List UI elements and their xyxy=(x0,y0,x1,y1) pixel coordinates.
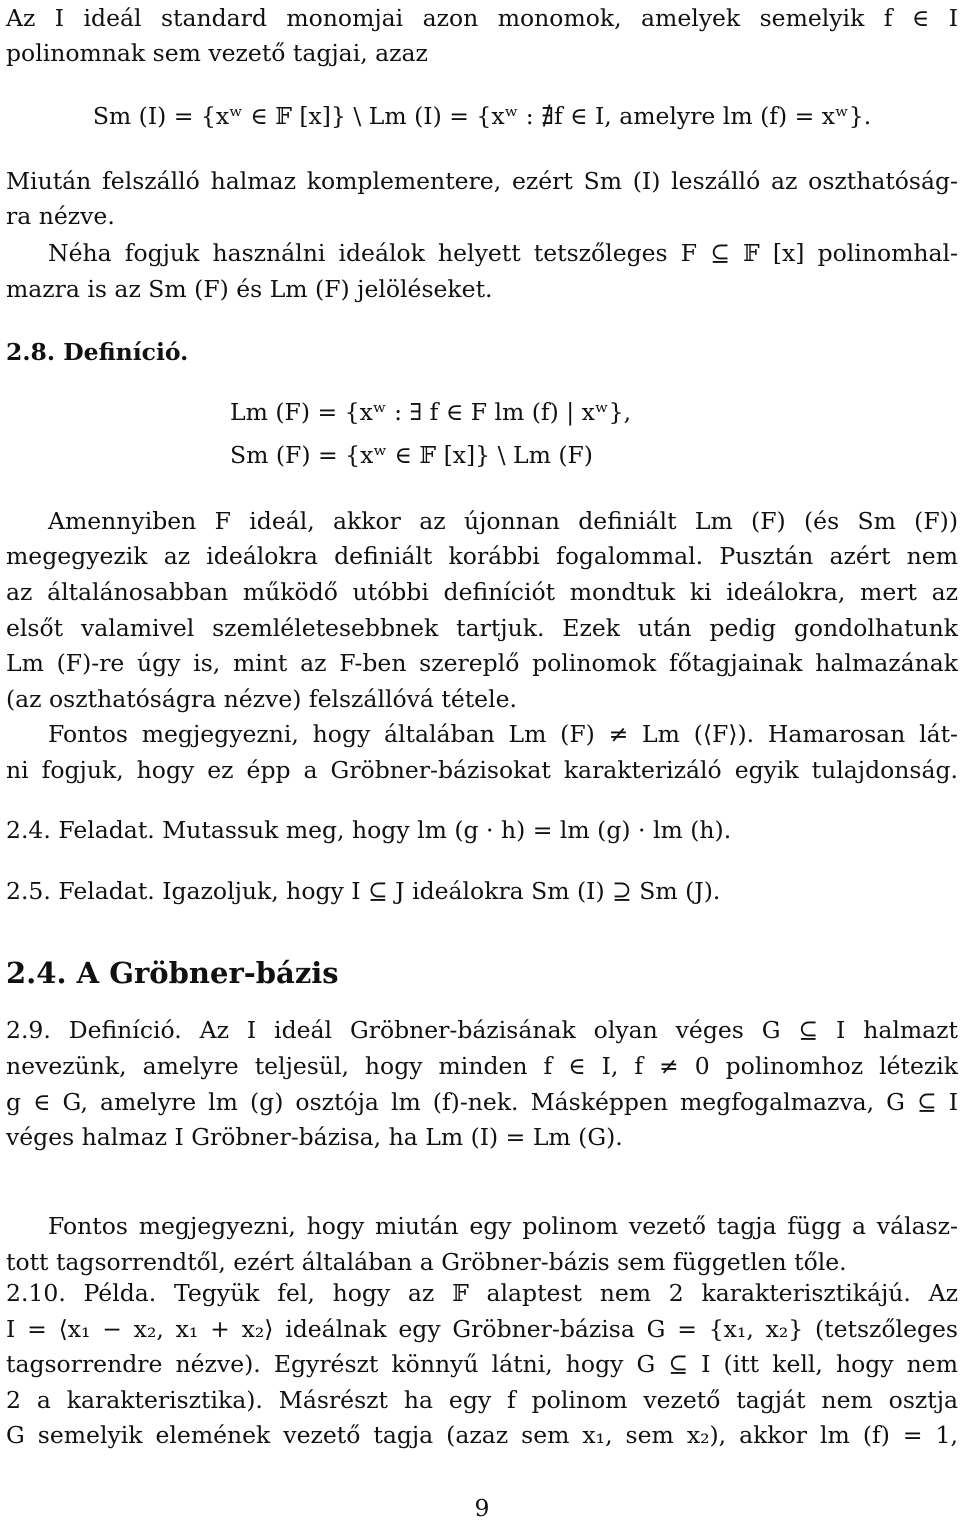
display-equation: Sm (I) = {xʷ ∈ 𝔽 [x]} \ Lm (I) = {xʷ : ∄f ∈ I, amelyre lm (f) = xʷ}. xyxy=(92,102,872,130)
text-line: véges halmaz I Gröbner-bázisa, ha Lm (I) = Lm (G). xyxy=(6,1123,623,1151)
text-line: I = ⟨x₁ − x₂, x₁ + x₂⟩ ideálnak egy Gröbner-bázisa G = {x₁, x₂} (tetszőleges xyxy=(6,1315,958,1343)
text-line: Amennyiben F ideál, akkor az újonnan definiált Lm (F) (és Sm (F)) xyxy=(48,507,958,535)
text-line: Lm (F)-re úgy is, mint az F-ben szereplő polinomok főtagjainak halmazának xyxy=(6,649,958,677)
text-line: ni fogjuk, hogy ez épp a Gröbner-bázisokat karakterizáló egyik tulajdonság. xyxy=(6,756,958,784)
text-line: polinomnak sem vezető tagjai, azaz xyxy=(6,39,428,67)
section-heading: 2.4. A Gröbner-bázis xyxy=(6,956,339,990)
page-number: 9 xyxy=(474,1494,490,1522)
text-line: tagsorrendre nézve). Egyrészt könnyű látni, hogy G ⊆ I (itt kell, hogy nem xyxy=(6,1350,958,1378)
text-line: G semelyik elemének vezető tagja (azaz sem x₁, sem x₂), akkor lm (f) = 1, xyxy=(6,1421,958,1449)
text-line: Miután felszálló halmaz komplementere, ezért Sm (I) leszálló az oszthatóság- xyxy=(6,167,958,195)
text-line: megegyezik az ideálokra definiált korábbi fogalommal. Pusztán azért nem xyxy=(6,542,958,570)
text-line: Az I ideál standard monomjai azon monomok, amelyek semelyik f ∈ I xyxy=(6,4,958,32)
text-line: 2.10. Példa. Tegyük fel, hogy az 𝔽 alaptest nem 2 karakterisztikájú. Az xyxy=(6,1279,958,1307)
text-line: az általánosabban működő utóbbi definíciót mondtuk ki ideálokra, mert az xyxy=(6,578,958,606)
definition-heading: 2.8. Definíció. xyxy=(6,338,189,366)
exercise: 2.5. Feladat. Igazoljuk, hogy I ⊆ J ideálokra Sm (I) ⊇ Sm (J). xyxy=(6,877,721,905)
text-line: g ∈ G, amelyre lm (g) osztója lm (f)-nek. Másképpen megfogalmazva, G ⊆ I xyxy=(6,1088,958,1116)
text-line: ra nézve. xyxy=(6,202,115,230)
text-line: (az oszthatóságra nézve) felszállóvá tétele. xyxy=(6,685,517,713)
text-line: Néha fogjuk használni ideálok helyett tetszőleges F ⊆ 𝔽 [x] polinomhal- xyxy=(48,239,958,267)
text-line: tott tagsorrendtől, ezért általában a Gröbner-bázis sem független tőle. xyxy=(6,1248,847,1276)
text-line: Fontos megjegyezni, hogy általában Lm (F) ≠ Lm (⟨F⟩). Hamarosan lát- xyxy=(48,720,958,748)
text-line: Fontos megjegyezni, hogy miután egy polinom vezető tagja függ a válasz- xyxy=(48,1212,958,1240)
text-line: mazra is az Sm (F) és Lm (F) jelöléseket. xyxy=(6,275,493,303)
exercise: 2.4. Feladat. Mutassuk meg, hogy lm (g · h) = lm (g) · lm (h). xyxy=(6,816,732,844)
text-line: elsőt valamivel szemléletesebbnek tartjuk. Ezek után pedig gondolhatunk xyxy=(6,614,958,642)
text-line: nevezünk, amelyre teljesül, hogy minden f ∈ I, f ≠ 0 polinomhoz létezik xyxy=(6,1052,958,1080)
display-equation: Sm (F) = {xʷ ∈ 𝔽 [x]} \ Lm (F) xyxy=(230,441,593,469)
text-line: 2 a karakterisztika). Másrészt ha egy f polinom vezető tagját nem osztja xyxy=(6,1386,958,1414)
display-equation: Lm (F) = {xʷ : ∃ f ∈ F lm (f) | xʷ}, xyxy=(230,398,632,426)
text-line: 2.9. Definíció. Az I ideál Gröbner-bázisának olyan véges G ⊆ I halmazt xyxy=(6,1016,958,1044)
